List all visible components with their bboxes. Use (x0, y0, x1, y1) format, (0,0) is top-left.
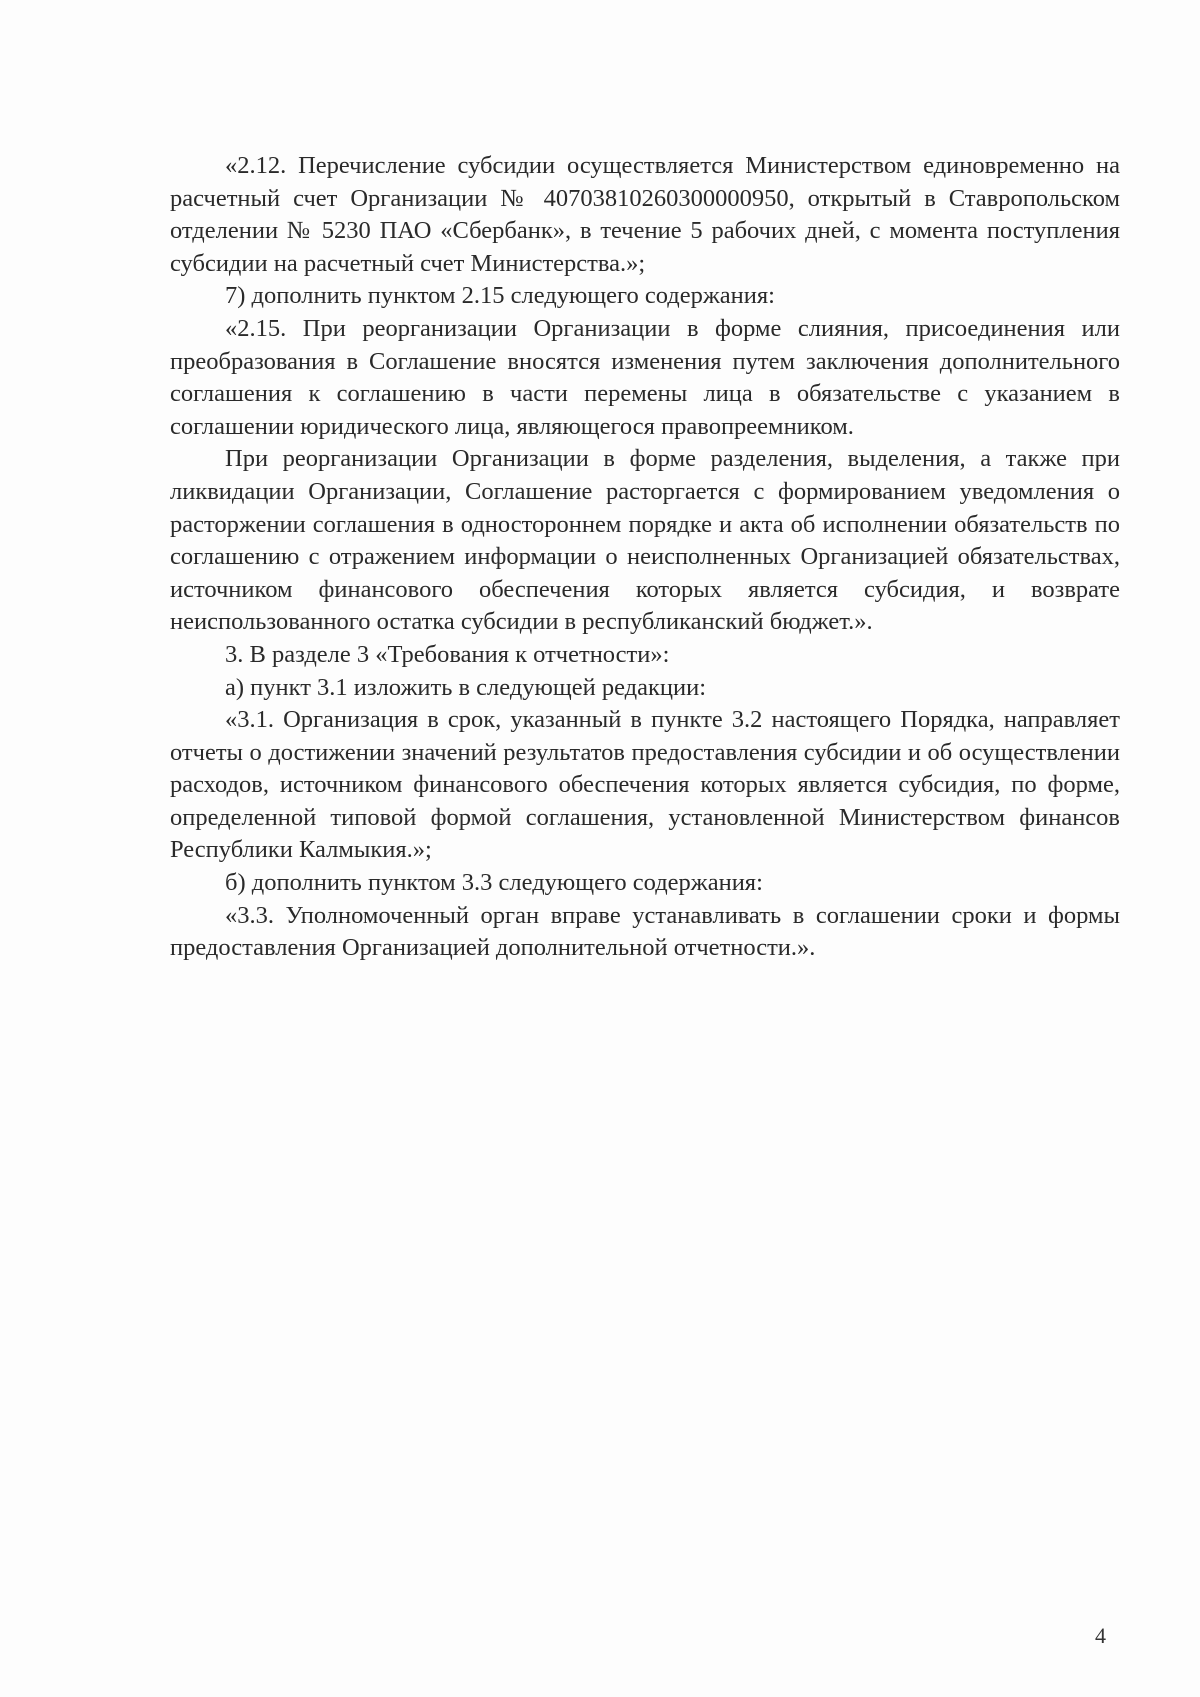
paragraph-3-1: «3.1. Организация в срок, указанный в пункте 3.2 настоящего Порядка, направляет отчеты о достижении значений результатов предоставления субсидии и об осуществлении расходов, источником финансового обеспечения которых является субсидия, по форме, определенной типовой формой соглашения, установленной Министерством финансов Республики Калмыкия.»; (170, 706, 1120, 864)
paragraph-3-3: «3.3. Уполномоченный орган вправе устанавливать в соглашении сроки и формы предоставления Организацией дополнительной отчетности.». (170, 901, 1120, 962)
paragraph-item-b: б) дополнить пунктом 3.3 следующего содержания: (225, 869, 763, 897)
paragraph-item-7: 7) дополнить пунктом 2.15 следующего содержания: (225, 282, 775, 310)
paragraph-2-15-continued: При реорганизации Организации в форме разделения, выделения, а также при ликвидации Организации, Соглашение расторгается с формированием уведомления о расторжении соглашения в одностороннем порядке и акта об исполнении обязательств по соглашению с отражением информации о неисполненных Организацией обязательствах, источником финансового обеспечения которых является субсидия, и возврате неиспользованного остатка субсидии в республиканский бюджет.». (170, 445, 1120, 636)
paragraph-item-a: а) пункт 3.1 изложить в следующей редакции: (225, 673, 707, 701)
paragraph-2-15: «2.15. При реорганизации Организации в форме слияния, присоединения или преобразования в Соглашение вносятся изменения путем заключения дополнительного соглашения к соглашению в части перемены лица в обязательстве с указанием в соглашении юридического лица, являющегося правопреемником. (170, 314, 1120, 440)
paragraph-section-3: 3. В разделе 3 «Требования к отчетности»: (225, 640, 670, 668)
paragraph-2-12: «2.12. Перечисление субсидии осуществляется Министерством единовременно на расчетный счет Организации № 40703810260300000950, открытый в Ставропольском отделении № 5230 ПАО «Сбербанк», в течение 5 рабочих дней, с момента поступления субсидии на расчетный счет Министерства.»; (170, 152, 1120, 277)
page-number: 4 (1095, 1623, 1106, 1648)
document-body (170, 150, 1120, 965)
